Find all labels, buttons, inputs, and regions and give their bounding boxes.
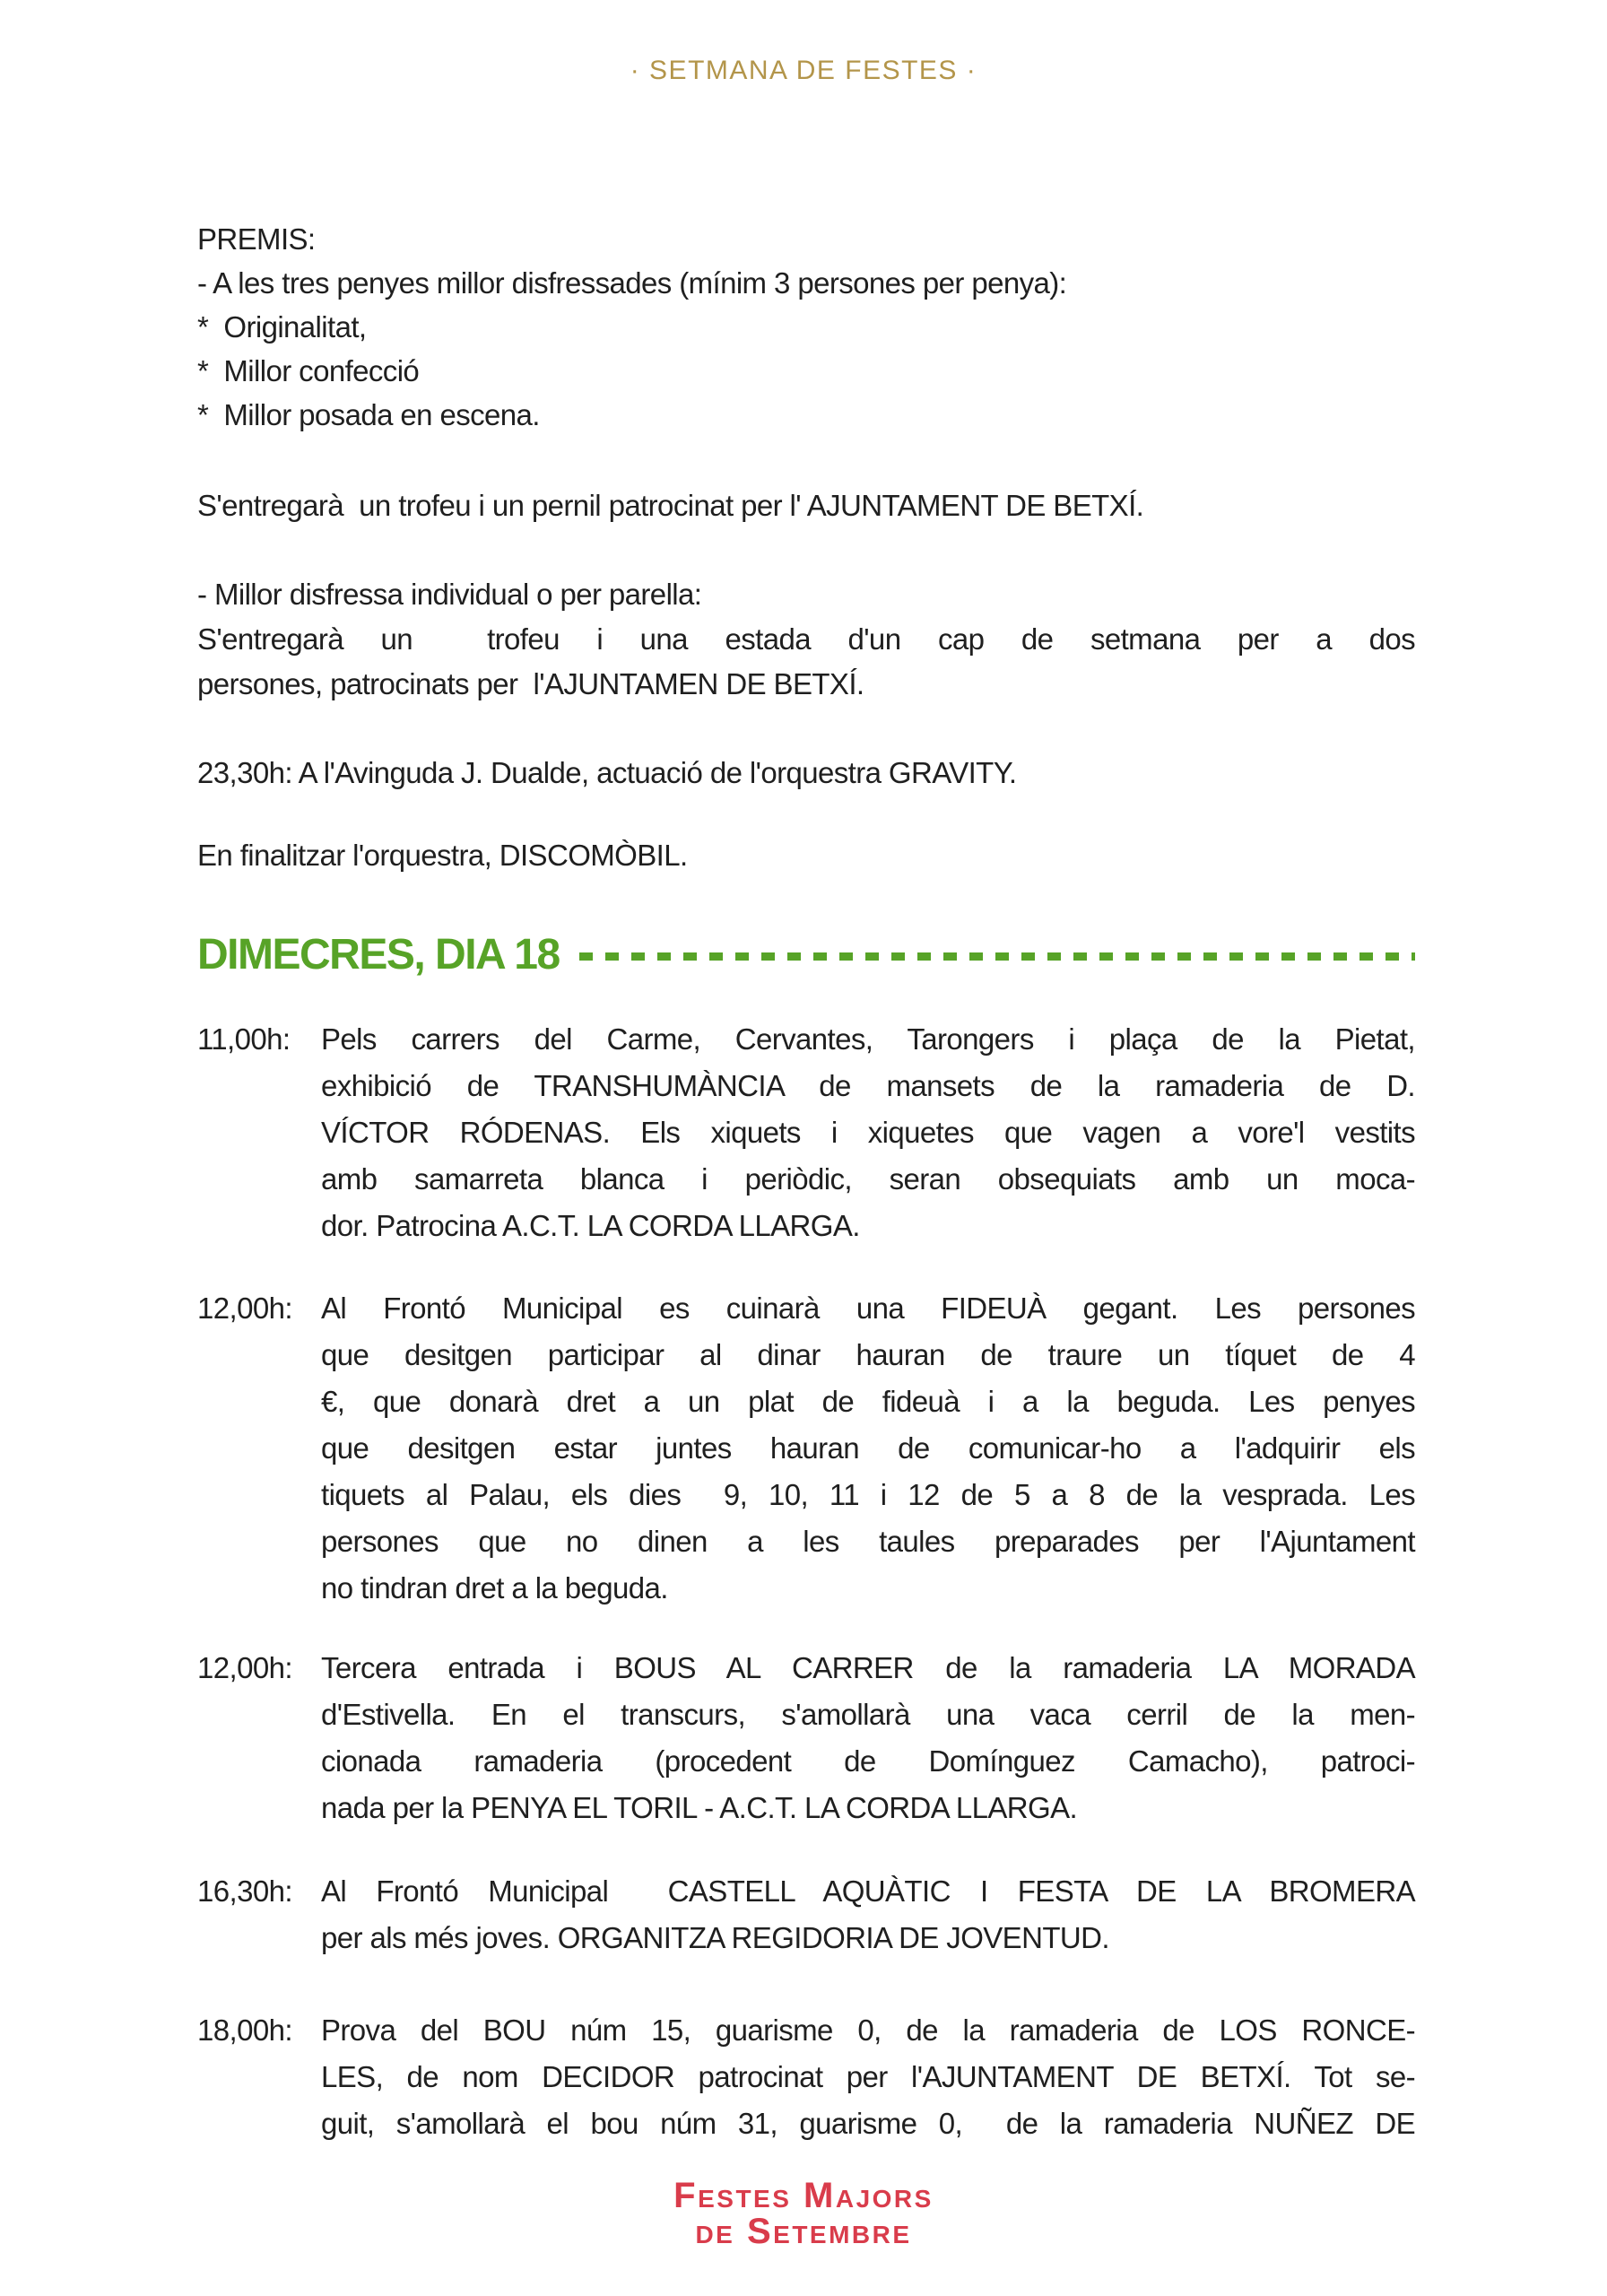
event-line: no tindran dret a la beguda. — [321, 1571, 668, 1605]
event-line: per als més joves. ORGANITZA REGIDORIA DE JOVENTUD. — [321, 1921, 1109, 1954]
paragraph-line: persones, patrocinats per l'AJUNTAMEN DE BETXÍ. — [197, 667, 864, 700]
premis-item: * Originalitat, — [197, 310, 367, 344]
event-line: Tercera entrada i BOUS AL CARRER de la ramaderia LA MORADA — [321, 1651, 1415, 1684]
event-16-30 — [197, 1868, 1415, 1961]
event-line: guit, s'amollarà el bou núm 31, guarisme 0, de la ramaderia NUÑEZ DE — [321, 2107, 1415, 2140]
event-line: nada per la PENYA EL TORIL - A.C.T. LA CORDA LLARGA. — [321, 1791, 1078, 1824]
event-line: exhibició de TRANSHUMÀNCIA de mansets de la ramaderia de D. — [321, 1069, 1415, 1102]
paragraph-line: - Millor disfressa individual o per parella: — [197, 578, 702, 611]
event-time: 12,00h: — [197, 1651, 292, 1684]
event-18-00 — [197, 2007, 1415, 2147]
event-line: €, que donarà dret a un plat de fideuà i a la beguda. Les penyes — [321, 1385, 1415, 1418]
footer-line-2: de Setembre — [695, 2212, 912, 2251]
event-line: VÍCTOR RÓDENAS. Els xiquets i xiquetes que vagen a vore'l vestits — [321, 1116, 1415, 1149]
section-title: DIMECRES, DIA 18 — [197, 930, 560, 978]
paragraph-line: S'entregarà un trofeu i un pernil patrocinat per l' AJUNTAMENT DE BETXÍ. — [197, 489, 1144, 522]
event-line: LES, de nom DECIDOR patrocinat per l'AJUNTAMENT DE BETXÍ. Tot se- — [321, 2060, 1415, 2093]
event-text — [321, 1868, 1415, 1961]
event-line: Pels carrers del Carme, Cervantes, Tarongers i plaça de la Pietat, — [321, 1022, 1415, 1056]
event-line: cionada ramaderia (procedent de Domínguez Camacho), patroci- — [321, 1744, 1415, 1778]
event-12-00-bous — [197, 1645, 1415, 1831]
paragraph-line: S'entregarà un trofeu i una estada d'un cap de setmana per a dos — [197, 622, 1415, 656]
event-text — [321, 1016, 1415, 1249]
event-time: 16,30h: — [197, 1874, 292, 1908]
event-line: que desitgen estar juntes hauran de comunicar-ho a l'adquirir els — [321, 1431, 1415, 1465]
event-line: que desitgen participar al dinar hauran de traure un tíquet de 4 — [321, 1338, 1415, 1371]
event-time: 11,00h: — [197, 1022, 291, 1056]
section-heading-dimecres — [197, 929, 1415, 979]
event-time: 18,00h: — [197, 2013, 292, 2047]
event-text — [321, 1285, 1415, 1612]
event-11-00 — [197, 1016, 1415, 1249]
footer-logo — [0, 2178, 1607, 2249]
paragraph-discomobil — [197, 833, 1415, 877]
event-line: Al Frontó Municipal CASTELL AQUÀTIC I FESTA DE LA BROMERA — [321, 1874, 1415, 1908]
event-line: Al Frontó Municipal es cuinarà una FIDEUÀ gegant. Les persones — [321, 1292, 1415, 1325]
paragraph-millor-disfressa — [197, 572, 1415, 707]
page-header: · SETMANA DE FESTES · — [630, 56, 977, 85]
footer-line-1: Festes Majors — [673, 2176, 934, 2215]
event-line: amb samarreta blanca i periòdic, seran obsequiats amb un moca- — [321, 1162, 1415, 1196]
premis-item: * Millor posada en escena. — [197, 398, 540, 431]
event-time: 12,00h: — [197, 1292, 292, 1325]
premis-item: * Millor confecció — [197, 354, 420, 387]
premis-title: PREMIS: — [197, 222, 316, 256]
dashed-rule — [579, 952, 1415, 961]
premis-block — [197, 217, 1415, 437]
paragraph-gravity — [197, 751, 1415, 795]
event-line: dor. Patrocina A.C.T. LA CORDA LLARGA. — [321, 1209, 860, 1242]
event-line: Prova del BOU núm 15, guarisme 0, de la ramaderia de LOS RONCE- — [321, 2013, 1415, 2047]
event-line: persones que no dinen a les taules preparades per l'Ajuntament — [321, 1525, 1415, 1558]
premis-intro: - A les tres penyes millor disfressades (mínim 3 persones per penya): — [197, 266, 1067, 300]
paragraph-line: En finalitzar l'orquestra, DISCOMÒBIL. — [197, 839, 688, 872]
event-line: tiquets al Palau, els dies 9, 10, 11 i 12 de 5 a 8 de la vesprada. Les — [321, 1478, 1415, 1511]
paragraph-line: 23,30h: A l'Avinguda J. Dualde, actuació de l'orquestra GRAVITY. — [197, 756, 1017, 789]
event-text — [321, 2007, 1415, 2147]
paragraph-trofeu-pernil — [197, 483, 1415, 527]
event-12-00-fideua — [197, 1285, 1415, 1612]
event-line: d'Estivella. En el transcurs, s'amollarà una vaca cerril de la men- — [321, 1698, 1415, 1731]
event-text — [321, 1645, 1415, 1831]
